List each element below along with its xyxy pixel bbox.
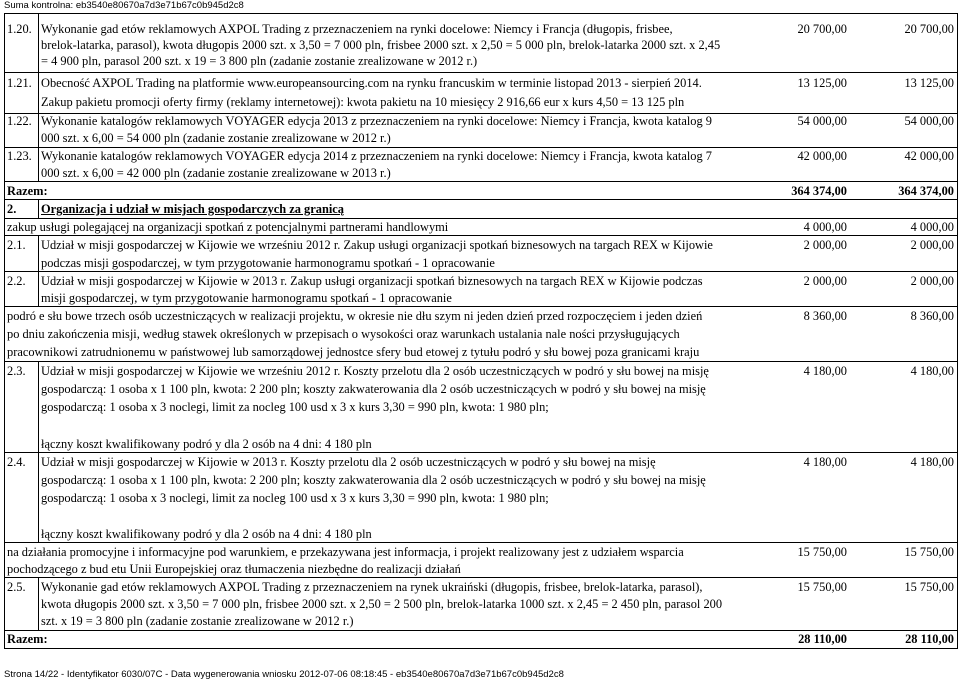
- category-text: podró e słu bowe trzech osób uczestniczących w realizacji projektu, w okresie nie dłu szym ni jeden dzień przed rozpoczęciem i jeden dzień: [7, 309, 703, 323]
- rule: [4, 199, 958, 200]
- row-text: Udział w misji gospodarczej w Kijowie w 2013 r. Zakup usługi organizacji spotkań biznesowych na targach REX w Kijowie podczas: [41, 274, 703, 288]
- checksum: Suma kontrolna: eb3540e80670a7d3e71b67c0b945d2c8: [4, 0, 244, 11]
- amount-total: 54 000,00: [797, 114, 847, 128]
- amount-total: 13 125,00: [797, 76, 847, 90]
- total-amount: 28 110,00: [798, 632, 847, 646]
- row-text: szt. x 19 = 3 800 pln (zadanie zostanie zrealizowane w 2012 r.): [41, 614, 354, 628]
- total-label: Razem:: [7, 184, 48, 198]
- amount-total: 2 000,00: [803, 274, 847, 288]
- rule: [4, 452, 958, 453]
- amount-eligible: 54 000,00: [904, 114, 954, 128]
- amount-eligible: 4 000,00: [910, 220, 954, 234]
- amount-total: 20 700,00: [797, 22, 847, 36]
- row-number: 2.3.: [7, 364, 26, 378]
- amount-eligible: 15 750,00: [904, 580, 954, 594]
- total-eligible: 28 110,00: [905, 632, 954, 646]
- row-number: 2.5.: [7, 580, 26, 594]
- rule: [4, 542, 958, 543]
- amount-eligible: 15 750,00: [904, 545, 954, 559]
- rule: [4, 181, 958, 182]
- row-number: 1.20.: [7, 22, 32, 36]
- border: [957, 13, 958, 649]
- rule: [4, 306, 958, 307]
- section-title: Organizacja i udział w misjach gospodarczych za granicą: [41, 202, 344, 216]
- rule: [4, 72, 958, 73]
- amount-total: 4 000,00: [803, 220, 847, 234]
- total-label: Razem:: [7, 632, 48, 646]
- row-text: gospodarczą: 1 osoba x 1 100 pln, kwota: 2 200 pln; koszty zakwaterowania dla 2 osób uczestniczących w podró y słu bowej na misję: [41, 382, 706, 396]
- rule: [4, 13, 958, 14]
- category-text: pochodzącego z bud etu Unii Europejskiej oraz tłumaczenia niezbędne do realizacji działań: [7, 562, 461, 576]
- row-text: gospodarczą: 1 osoba x 1 100 pln, kwota: 2 200 pln; koszty zakwaterowania dla 2 osób uczestniczących w podró y słu bowej na misję: [41, 473, 706, 487]
- amount-eligible: 2 000,00: [910, 274, 954, 288]
- row-number: 1.21.: [7, 76, 32, 90]
- amount-total: 15 750,00: [797, 545, 847, 559]
- row-text: kwota długopis 2000 szt. x 3,50 = 7 000 pln, frisbee 2000 szt. x 2,50 = 2 500 pln, brelok-latarka 1000 szt. x 2,45 = 2 450 pln, parasol 200: [41, 597, 723, 611]
- row-text: Wykonanie katalogów reklamowych VOYAGER edycja 2013 z przeznaczeniem na rynki docelowe: Niemcy i Francja, kwota katalog 9: [41, 114, 712, 128]
- amount-eligible: 4 180,00: [910, 364, 954, 378]
- row-text: Obecność AXPOL Trading na platformie www.europeansourcing.com na rynku francuskim w terminie listopad 2013 - sierpień 2014.: [41, 76, 702, 90]
- rule: [4, 235, 958, 236]
- rule: [4, 147, 958, 148]
- row-text: brelok-latarka, parasol), kwota długopis 2000 szt. x 3,50 = 7 000 pln, frisbee 2000 szt. x 2,50 = 5 000 pln, brelok-latarka 2000 szt. x 2,45: [41, 38, 721, 52]
- row-text: gospodarczą: 1 osoba x 3 noclegi, limit za nocleg 100 usd x 3 x kurs 3,30 = 990 pln, kwota: 1 980 pln;: [41, 491, 549, 505]
- col-divider: [38, 577, 39, 630]
- row-number: 2.1.: [7, 238, 26, 252]
- rule: [4, 648, 958, 649]
- amount-eligible: 20 700,00: [904, 22, 954, 36]
- total-amount: 364 374,00: [791, 184, 847, 198]
- col-divider: [38, 13, 39, 181]
- amount-eligible: 42 000,00: [904, 149, 954, 163]
- rule: [4, 218, 958, 219]
- col-divider: [38, 235, 39, 306]
- row-number: 2.2.: [7, 274, 26, 288]
- row-text: = 4 900 pln, parasol 200 szt. x 19 = 3 800 pln (zadanie zostanie zrealizowane w 2012 r.): [41, 54, 478, 68]
- amount-total: 8 360,00: [803, 309, 847, 323]
- category-text: zakup usługi polegającej na organizacji spotkań z potencjalnymi partnerami handlowymi: [7, 220, 449, 234]
- amount-total: 15 750,00: [797, 580, 847, 594]
- row-text: Wykonanie katalogów reklamowych VOYAGER edycja 2014 z przeznaczeniem na rynki docelowe: Niemcy i Francja, kwota katalog 7: [41, 149, 712, 163]
- rule: [4, 361, 958, 362]
- amount-total: 42 000,00: [797, 149, 847, 163]
- row-text: 000 szt. x 6,00 = 42 000 pln (zadanie zostanie zrealizowane w 2013 r.): [41, 166, 391, 180]
- amount-eligible: 13 125,00: [904, 76, 954, 90]
- row-text: podczas misji gospodarczej, w tym przygotowanie harmonogramu spotkań - 1 opracowanie: [41, 256, 495, 270]
- row-text: Wykonanie gad etów reklamowych AXPOL Trading z przeznaczeniem na rynki docelowe: Niemcy i Francja (długopis, frisbee,: [41, 22, 673, 36]
- row-text: Udział w misji gospodarczej w Kijowie we wrześniu 2012 r. Koszty przelotu dla 2 osób uczestniczących w podró y słu bowej na misję: [41, 364, 709, 378]
- row-number: 2.4.: [7, 455, 26, 469]
- row-text: 000 szt. x 6,00 = 54 000 pln (zadanie zostanie zrealizowane w 2012 r.): [41, 131, 391, 145]
- rule: [4, 630, 958, 631]
- amount-total: 2 000,00: [803, 238, 847, 252]
- rule: [4, 271, 958, 272]
- section-number: 2.: [7, 202, 17, 216]
- row-text: Zakup pakietu promocji oferty firmy (reklamy internetowej): kwota pakietu na 10 miesięcy 2 916,66 eur x kurs 4,50 = 13 125 pln: [41, 95, 685, 109]
- row-text: gospodarczą: 1 osoba x 3 noclegi, limit za nocleg 100 usd x 3 x kurs 3,30 = 990 pln, kwota: 1 980 pln;: [41, 400, 549, 414]
- row-text: misji gospodarczej, w tym przygotowanie harmonogramu spotkań - 1 opracowanie: [41, 291, 452, 305]
- row-text: Udział w misji gospodarczej w Kijowie we wrześniu 2012 r. Zakup usługi organizacji spotkań biznesowych na targach REX w Kijowie: [41, 238, 713, 252]
- amount-total: 4 180,00: [803, 455, 847, 469]
- row-number: 1.23.: [7, 149, 32, 163]
- rule: [4, 577, 958, 578]
- row-number: 1.22.: [7, 114, 32, 128]
- amount-eligible: 4 180,00: [910, 455, 954, 469]
- col-divider: [38, 199, 39, 218]
- category-text: pracownikowi zatrudnionemu w państwowej lub samorządowej jednostce sfery bud etowej z tytułu podró y słu bowej poza granicami kraju: [7, 345, 700, 359]
- amount-eligible: 8 360,00: [910, 309, 954, 323]
- row-text: łączny koszt kwalifikowany podró y dla 2 osób na 4 dni: 4 180 pln: [41, 437, 372, 451]
- row-text: Udział w misji gospodarczej w Kijowie w 2013 r. Koszty przelotu dla 2 osób uczestniczących w podró y słu bowej na misję: [41, 455, 656, 469]
- category-text: na działania promocyjne i informacyjne pod warunkiem, e przekazywana jest informacja, i projekt realizowany jest z udziałem wsparcia: [7, 545, 684, 559]
- border: [4, 13, 5, 649]
- category-text: po dniu zakończenia misji, według stawek określonych w przepisach o wysokości oraz warunkach ustalania nale ności przysługujących: [7, 327, 680, 341]
- amount-total: 4 180,00: [803, 364, 847, 378]
- row-text: Wykonanie gad etów reklamowych AXPOL Trading z przeznaczeniem na rynek ukraiński (długopis, frisbee, brelok-latarka, parasol),: [41, 580, 703, 594]
- amount-eligible: 2 000,00: [910, 238, 954, 252]
- row-text: łączny koszt kwalifikowany podró y dla 2 osób na 4 dni: 4 180 pln: [41, 527, 372, 541]
- col-divider: [38, 361, 39, 542]
- page-footer: Strona 14/22 - Identyfikator 6030/07C - Data wygenerowania wniosku 2012-07-06 08:18:45 - eb3540e80670a7d3e71b67c0b945d2c8: [4, 669, 564, 680]
- total-eligible: 364 374,00: [898, 184, 954, 198]
